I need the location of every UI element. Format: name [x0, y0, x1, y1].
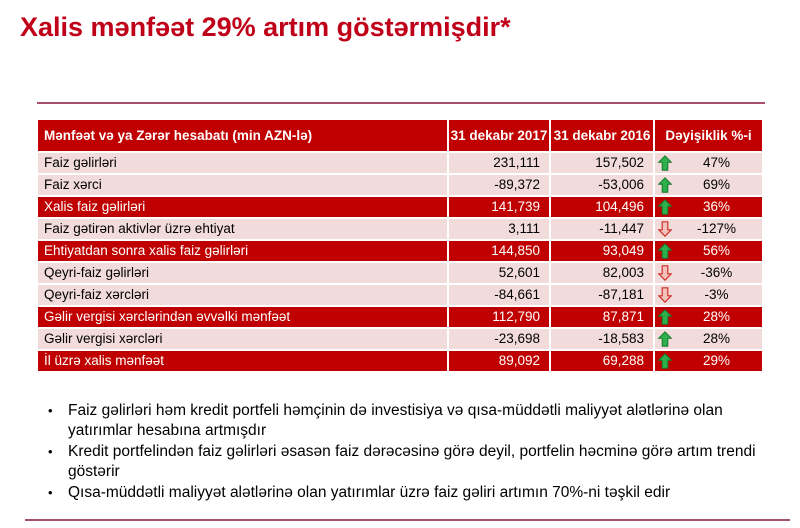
table-header-row: [38, 120, 762, 151]
trend-up-icon: [658, 177, 672, 193]
trend-up-icon: [658, 353, 672, 369]
trend-up-icon: [658, 309, 672, 325]
change-value: 56%: [702, 243, 731, 259]
row-label: İl üzrə xalis mənfəət: [38, 351, 447, 371]
value-2016: -18,583: [551, 329, 653, 349]
list-item: [42, 483, 764, 503]
row-label: Qeyri-faiz xərcləri: [38, 285, 447, 305]
change-value: 28%: [702, 331, 731, 347]
table-row: [38, 153, 762, 173]
table-row: [38, 219, 762, 239]
row-label: Ehtiyatdan sonra xalis faiz gəlirləri: [38, 241, 447, 261]
change-value: 29%: [702, 353, 731, 369]
list-item: [42, 401, 764, 441]
change-cell: [655, 285, 762, 305]
trend-down-icon: [658, 221, 672, 237]
row-label: Faiz xərci: [38, 175, 447, 195]
change-cell: [655, 351, 762, 371]
table-row: [38, 263, 762, 283]
trend-down-icon: [658, 287, 672, 303]
row-label: Gəlir vergisi xərclərindən əvvəlki mənfəət: [38, 307, 447, 327]
value-2016: -11,447: [551, 219, 653, 239]
value-2016: 104,496: [551, 197, 653, 217]
list-item: [42, 442, 764, 482]
value-2017: 3,111: [449, 219, 549, 239]
header-statement-label: Mənfəət və ya Zərər hesabatı (min AZN-lə): [38, 120, 447, 151]
table-row: [38, 285, 762, 305]
header-31-dekabr-2016: 31 dekabr 2016: [551, 120, 653, 151]
change-cell: [655, 263, 762, 283]
value-2017: 89,092: [449, 351, 549, 371]
change-cell: [655, 197, 762, 217]
header-change-percent: Dəyişiklik %-i: [655, 120, 762, 151]
table-row: [38, 307, 762, 327]
trend-up-icon: [658, 155, 672, 171]
change-cell: [655, 329, 762, 349]
change-cell: [655, 219, 762, 239]
trend-down-icon: [658, 265, 672, 281]
bullet-icon: •: [48, 403, 53, 418]
row-label: Xalis faiz gəlirləri: [38, 197, 447, 217]
trend-up-icon: [658, 243, 672, 259]
row-label: Faiz gətirən aktivlər üzrə ehtiyat: [38, 219, 447, 239]
value-2016: 93,049: [551, 241, 653, 261]
value-2016: -53,006: [551, 175, 653, 195]
table-row: [38, 197, 762, 217]
trend-up-icon: [658, 331, 672, 347]
value-2016: 157,502: [551, 153, 653, 173]
trend-up-icon: [658, 199, 672, 215]
value-2016: 82,003: [551, 263, 653, 283]
change-value: 28%: [702, 309, 731, 325]
row-label: Faiz gəlirləri: [38, 153, 447, 173]
change-cell: [655, 153, 762, 173]
bullet-text: Faiz gəlirləri həm kredit portfeli həmçinin də investisiya və qısa-müddətli maliyyət alətlərinə olan yatırımlar hesabına artmışdır: [68, 402, 723, 439]
change-cell: [655, 175, 762, 195]
change-value: 69%: [702, 177, 731, 193]
table-body: [38, 153, 762, 371]
value-2017: 141,739: [449, 197, 549, 217]
change-cell: [655, 307, 762, 327]
table-row: [38, 351, 762, 371]
bullet-icon: •: [48, 444, 53, 459]
change-value: -36%: [700, 265, 733, 281]
value-2016: 69,288: [551, 351, 653, 371]
table-row: [38, 241, 762, 261]
table-row: [38, 329, 762, 349]
row-label: Gəlir vergisi xərcləri: [38, 329, 447, 349]
row-label: Qeyri-faiz gəlirləri: [38, 263, 447, 283]
value-2016: -87,181: [551, 285, 653, 305]
change-value: 36%: [702, 199, 731, 215]
bottom-divider-line: [25, 519, 790, 521]
header-31-dekabr-2017: 31 dekabr 2017: [449, 120, 549, 151]
bullet-icon: •: [48, 485, 53, 500]
bullet-list: [42, 401, 764, 504]
value-2016: 87,871: [551, 307, 653, 327]
profit-loss-table: [36, 118, 764, 373]
bullet-text: Kredit portfelindən faiz gəlirləri əsasən faiz dərəcəsinə görə deyil, portfelin həcminə görə artım trendi göstərir: [68, 443, 756, 480]
change-value: -3%: [704, 287, 729, 303]
value-2017: 231,111: [449, 153, 549, 173]
value-2017: 144,850: [449, 241, 549, 261]
change-cell: [655, 241, 762, 261]
value-2017: 52,601: [449, 263, 549, 283]
table-row: [38, 175, 762, 195]
value-2017: -23,698: [449, 329, 549, 349]
value-2017: -84,661: [449, 285, 549, 305]
change-value: -127%: [696, 221, 737, 237]
page-title: Xalis mənfəət 29% artım göstərmişdir*: [20, 12, 511, 42]
value-2017: 112,790: [449, 307, 549, 327]
change-value: 47%: [702, 155, 731, 171]
bullet-text: Qısa-müddətli maliyyət alətlərinə olan yatırımlar üzrə faiz gəliri artımın 70%-ni təşkil edir: [68, 484, 671, 501]
title-divider-line: [37, 102, 765, 104]
value-2017: -89,372: [449, 175, 549, 195]
